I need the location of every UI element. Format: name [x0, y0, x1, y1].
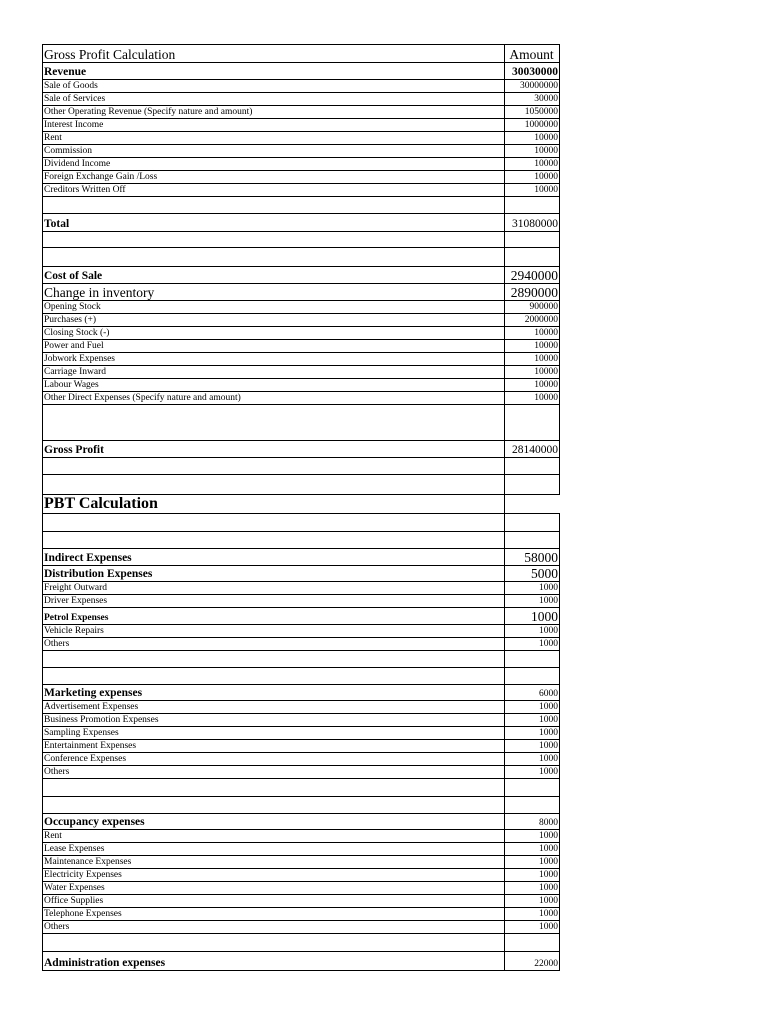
item-amount: 30000: [505, 93, 560, 105]
revenue-amount: 30030000: [505, 63, 560, 79]
table-row[interactable]: [42, 326, 560, 339]
table-row[interactable]: [42, 920, 560, 933]
cost-of-sale-row[interactable]: [42, 266, 560, 283]
pbt-title-row: [42, 494, 560, 513]
item-label: Others: [42, 766, 505, 778]
item-amount: 10000: [505, 379, 560, 391]
gross-profit-amount: 28140000: [505, 441, 560, 457]
item-amount: 1000: [505, 753, 560, 765]
item-amount: 1000: [505, 701, 560, 713]
item-amount: 1000: [505, 595, 560, 607]
spacer-row: [42, 796, 560, 813]
spacer-row: [42, 650, 560, 667]
occupancy-expenses-row[interactable]: [42, 813, 560, 829]
table-row[interactable]: [42, 365, 560, 378]
indirect-expenses-label: Indirect Expenses: [42, 549, 505, 565]
item-label: Opening Stock: [42, 301, 505, 313]
spreadsheet: [42, 44, 560, 971]
table-row[interactable]: [42, 170, 560, 183]
item-amount: 1050000: [505, 106, 560, 118]
spacer-row: [42, 778, 560, 796]
occupancy-expenses-label: Occupancy expenses: [42, 814, 505, 829]
table-row[interactable]: [42, 144, 560, 157]
item-amount: 1000: [505, 740, 560, 752]
table-row[interactable]: [42, 894, 560, 907]
petrol-expenses-amount: 1000: [505, 608, 560, 624]
item-label: Entertainment Expenses: [42, 740, 505, 752]
table-row[interactable]: [42, 339, 560, 352]
item-label: Driver Expenses: [42, 595, 505, 607]
item-label: Water Expenses: [42, 882, 505, 894]
item-amount: 1000: [505, 882, 560, 894]
spacer-row: [42, 531, 560, 548]
spacer-row: [42, 247, 560, 266]
item-label: Rent: [42, 830, 505, 842]
item-amount: 10000: [505, 132, 560, 144]
distribution-expenses-amount: 5000: [505, 566, 560, 581]
item-label: Jobwork Expenses: [42, 353, 505, 365]
change-in-inventory-label: Change in inventory: [42, 284, 505, 300]
spacer-row: [42, 513, 560, 531]
item-amount: 1000: [505, 869, 560, 881]
spacer-row: [42, 933, 560, 951]
table-row[interactable]: [42, 79, 560, 92]
change-in-inventory-row[interactable]: [42, 283, 560, 300]
item-amount: 1000: [505, 856, 560, 868]
indirect-expenses-amount: 58000: [505, 549, 560, 565]
item-label: Purchases (+): [42, 314, 505, 326]
item-amount: 1000: [505, 582, 560, 594]
table-row[interactable]: [42, 765, 560, 778]
item-amount: 1000: [505, 830, 560, 842]
item-amount: 1000: [505, 766, 560, 778]
spacer-row: [42, 231, 560, 247]
item-amount: 1000: [505, 638, 560, 650]
item-amount: 30000000: [505, 80, 560, 92]
distribution-expenses-row[interactable]: [42, 565, 560, 581]
table-row[interactable]: [42, 726, 560, 739]
item-amount: 10000: [505, 327, 560, 339]
item-amount: 1000: [505, 727, 560, 739]
item-label: Other Direct Expenses (Specify nature and amount): [42, 392, 505, 404]
marketing-expenses-label: Marketing expenses: [42, 685, 505, 700]
item-label: Dividend Income: [42, 158, 505, 170]
occupancy-expenses-amount: 8000: [505, 814, 560, 829]
item-label: Others: [42, 921, 505, 933]
item-amount: 10000: [505, 353, 560, 365]
item-label: Closing Stock (-): [42, 327, 505, 339]
item-label: Creditors Written Off: [42, 184, 505, 196]
spacer-row: [42, 196, 560, 213]
item-label: Conference Expenses: [42, 753, 505, 765]
item-amount: 10000: [505, 184, 560, 196]
table-row[interactable]: [42, 581, 560, 594]
item-label: Sampling Expenses: [42, 727, 505, 739]
administration-expenses-amount: 22000: [505, 952, 560, 970]
item-amount: 10000: [505, 366, 560, 378]
administration-expenses-label: Administration expenses: [42, 952, 505, 970]
spacer-row: [42, 457, 560, 474]
table-row[interactable]: [42, 105, 560, 118]
item-label: Interest Income: [42, 119, 505, 131]
header-amount: Amount: [505, 45, 560, 62]
item-label: Rent: [42, 132, 505, 144]
table-row[interactable]: [42, 868, 560, 881]
item-amount: 1000: [505, 625, 560, 637]
marketing-expenses-row[interactable]: [42, 684, 560, 700]
item-label: Maintenance Expenses: [42, 856, 505, 868]
table-row[interactable]: [42, 92, 560, 105]
header-row: [42, 44, 560, 62]
item-label: Sale of Goods: [42, 80, 505, 92]
table-row[interactable]: [42, 157, 560, 170]
pbt-title: PBT Calculation: [42, 495, 505, 513]
item-amount: 10000: [505, 145, 560, 157]
table-row[interactable]: [42, 700, 560, 713]
table-row[interactable]: [42, 907, 560, 920]
item-amount: 1000: [505, 921, 560, 933]
indirect-expenses-row[interactable]: [42, 548, 560, 565]
table-row[interactable]: [42, 131, 560, 144]
total-amount: 31080000: [505, 214, 560, 231]
gross-profit-label: Gross Profit: [42, 441, 505, 457]
item-amount: 10000: [505, 171, 560, 183]
table-row[interactable]: [42, 829, 560, 842]
distribution-expenses-label: Distribution Expenses: [42, 566, 505, 581]
item-label: Telephone Expenses: [42, 908, 505, 920]
table-row[interactable]: [42, 881, 560, 894]
item-amount: 10000: [505, 340, 560, 352]
spacer-row: [42, 474, 560, 494]
administration-expenses-row[interactable]: [42, 951, 560, 971]
spacer-row: [42, 667, 560, 684]
total-row[interactable]: [42, 213, 560, 231]
petrol-expenses-label: Petrol Expenses: [42, 608, 505, 624]
table-row[interactable]: [42, 183, 560, 196]
change-in-inventory-amount: 2890000: [505, 284, 560, 300]
item-label: Foreign Exchange Gain /Loss: [42, 171, 505, 183]
item-label: Freight Outward: [42, 582, 505, 594]
table-row[interactable]: [42, 313, 560, 326]
table-row[interactable]: [42, 300, 560, 313]
item-amount: 10000: [505, 158, 560, 170]
petrol-expenses-row[interactable]: [42, 607, 560, 624]
spacer-row: [42, 404, 560, 440]
table-row[interactable]: [42, 739, 560, 752]
cost-of-sale-label: Cost of Sale: [42, 267, 505, 283]
table-row[interactable]: [42, 752, 560, 765]
table-row[interactable]: [42, 378, 560, 391]
item-label: Carriage Inward: [42, 366, 505, 378]
item-label: Labour Wages: [42, 379, 505, 391]
table-row[interactable]: [42, 352, 560, 365]
item-amount: 1000: [505, 714, 560, 726]
total-label: Total: [42, 214, 505, 231]
item-label: Advertisement Expenses: [42, 701, 505, 713]
revenue-row[interactable]: [42, 62, 560, 79]
item-label: Vehicle Repairs: [42, 625, 505, 637]
table-row[interactable]: [42, 594, 560, 607]
item-amount: 10000: [505, 392, 560, 404]
item-amount: 1000000: [505, 119, 560, 131]
item-label: Sale of Services: [42, 93, 505, 105]
item-label: Power and Fuel: [42, 340, 505, 352]
table-row[interactable]: [42, 842, 560, 855]
cost-of-sale-items: [42, 300, 560, 404]
table-row[interactable]: [42, 637, 560, 650]
item-amount: 1000: [505, 908, 560, 920]
item-amount: 1000: [505, 895, 560, 907]
item-label: Office Supplies: [42, 895, 505, 907]
item-label: Other Operating Revenue (Specify nature and amount): [42, 106, 505, 118]
gross-profit-row[interactable]: [42, 440, 560, 457]
cost-of-sale-amount: 2940000: [505, 267, 560, 283]
table-row[interactable]: [42, 391, 560, 404]
header-label: Gross Profit Calculation: [42, 45, 505, 62]
table-row[interactable]: [42, 713, 560, 726]
item-label: Others: [42, 638, 505, 650]
marketing-expenses-amount: 6000: [505, 685, 560, 700]
item-label: Electricity Expenses: [42, 869, 505, 881]
table-row[interactable]: [42, 624, 560, 637]
table-row[interactable]: [42, 855, 560, 868]
revenue-items: [42, 79, 560, 196]
item-amount: 900000: [505, 301, 560, 313]
item-label: Lease Expenses: [42, 843, 505, 855]
revenue-label: Revenue: [42, 63, 505, 79]
item-amount: 1000: [505, 843, 560, 855]
item-label: Commission: [42, 145, 505, 157]
table-row[interactable]: [42, 118, 560, 131]
item-amount: 2000000: [505, 314, 560, 326]
item-label: Business Promotion Expenses: [42, 714, 505, 726]
